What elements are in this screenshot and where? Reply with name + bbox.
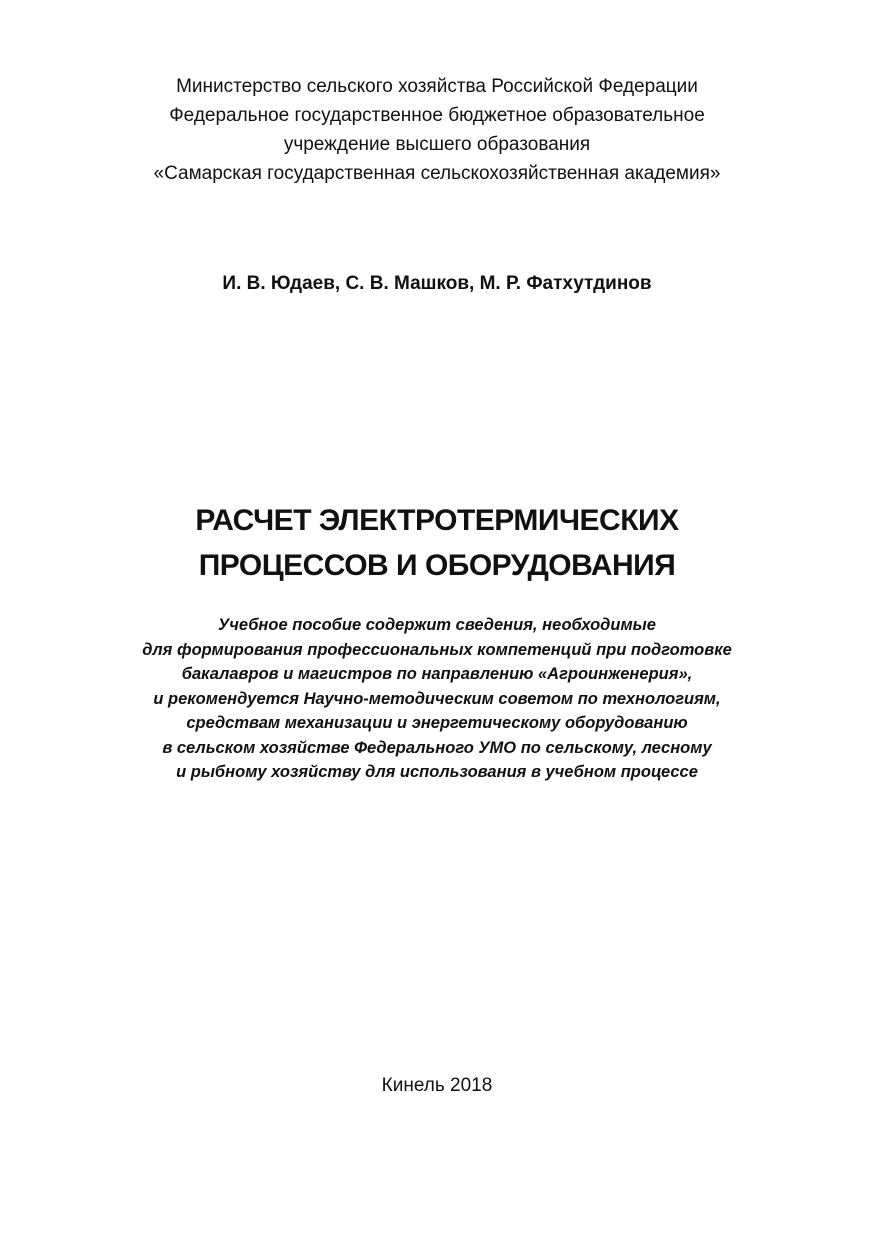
annotation-line: Учебное пособие содержит сведения, необходимые xyxy=(218,616,656,634)
institution-header xyxy=(0,72,874,188)
title-line: ПРОЦЕССОВ И ОБОРУДОВАНИЯ xyxy=(198,549,676,582)
authors: И. В. Юдаев, С. В. Машков, М. Р. Фатхутдинов xyxy=(222,273,652,294)
institution-line: Федеральное государственное бюджетное образовательное xyxy=(169,105,705,126)
annotation-line: и рыбному хозяйству для использования в учебном процессе xyxy=(176,763,698,781)
annotation-line: и рекомендуется Научно-методическим советом по технологиям, xyxy=(153,689,721,708)
annotation-line: для формирования профессиональных компетенций при подготовке xyxy=(142,640,732,659)
annotation-line: бакалавров и магистров по направлению «Агроинженерия», xyxy=(181,665,693,683)
annotation-line: в сельском хозяйстве Федерального УМО по сельскому, лесному xyxy=(162,738,712,757)
institution-line: учреждение высшего образования xyxy=(283,134,591,155)
annotation-line: средствам механизации и энергетическому оборудованию xyxy=(186,714,688,732)
annotation xyxy=(0,613,874,785)
institution-line: «Самарская государственная сельскохозяйственная академия» xyxy=(153,163,721,184)
imprint-place-year: Кинель 2018 xyxy=(381,1075,493,1096)
book-title xyxy=(0,498,874,588)
institution-line: Министерство сельского хозяйства Российской Федерации xyxy=(176,76,698,97)
title-line: РАСЧЕТ ЭЛЕКТРОТЕРМИЧЕСКИХ xyxy=(195,504,679,537)
